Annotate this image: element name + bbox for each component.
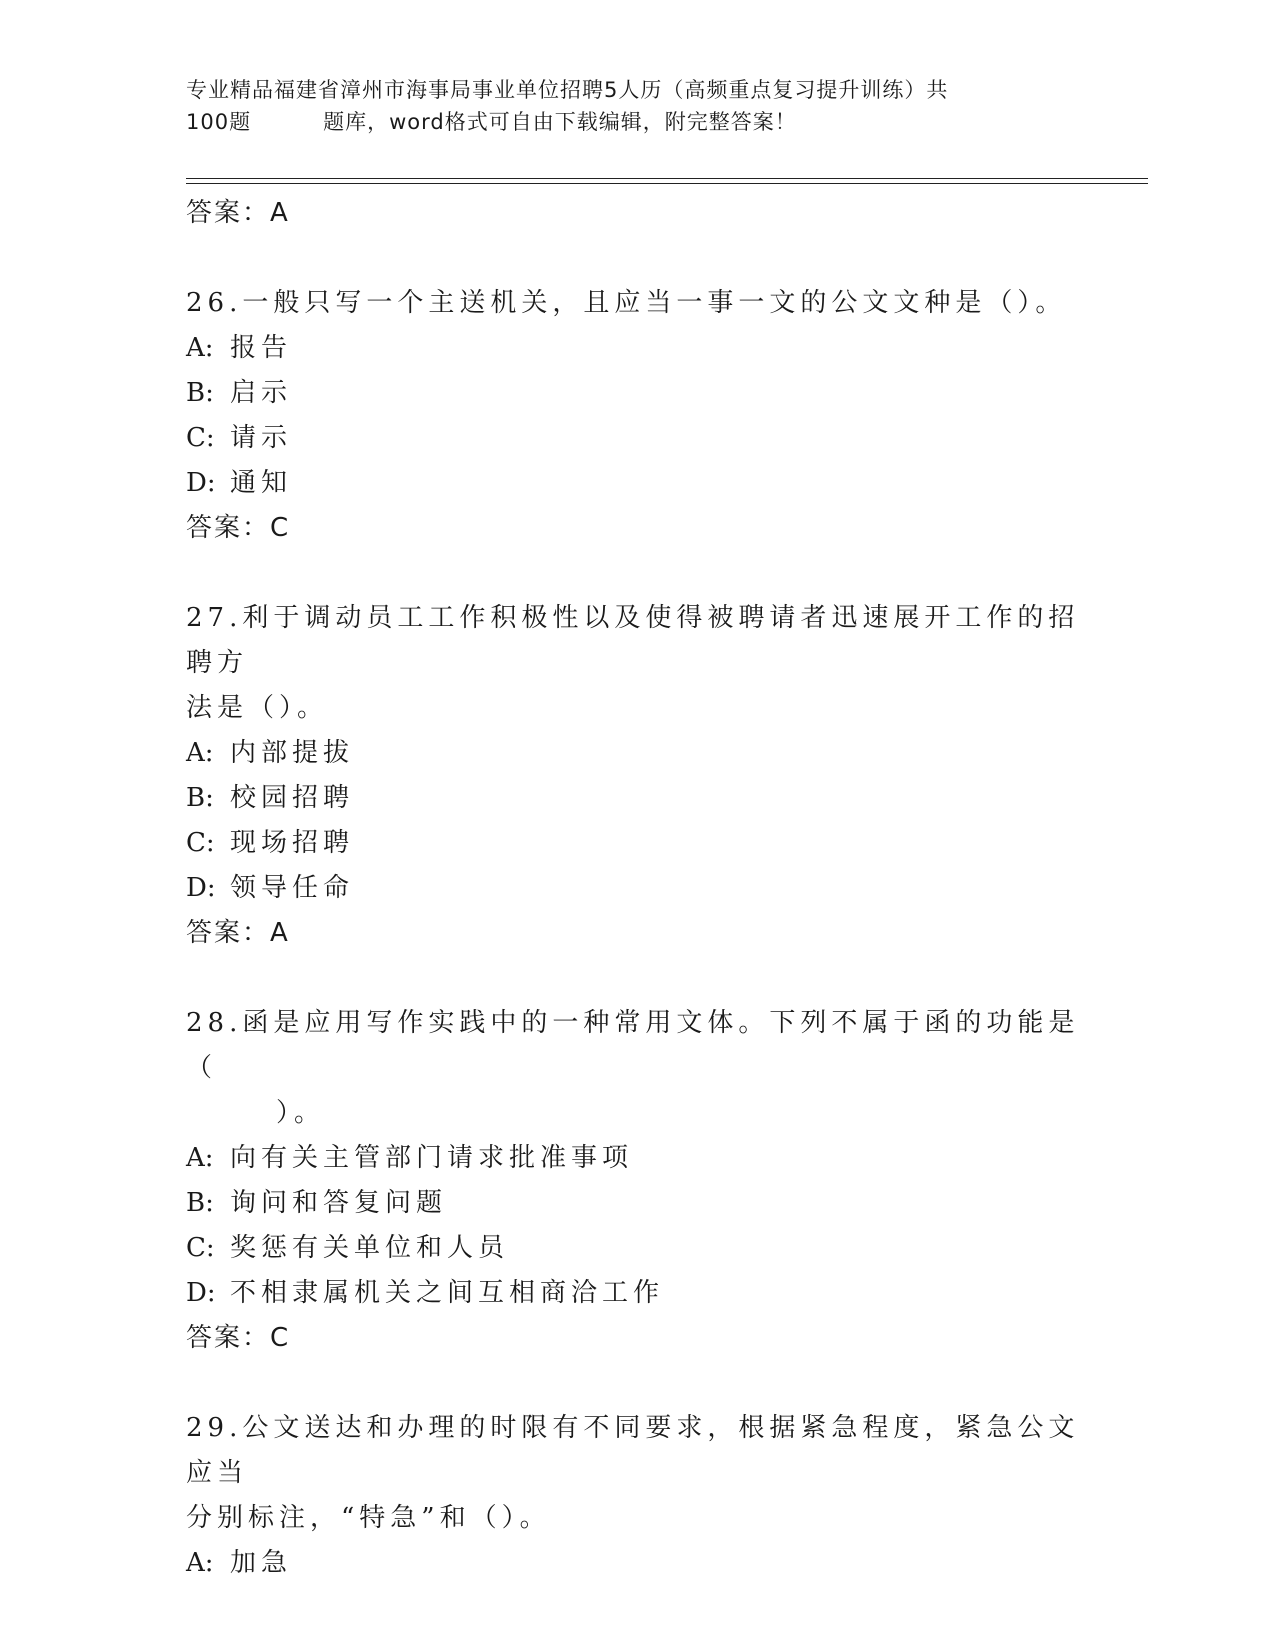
option-b: [186, 371, 1106, 416]
header-line-1: 专业精品福建省漳州市海事局事业单位招聘5人历（高频重点复习提升训练）共: [186, 78, 949, 102]
option-text: 加急: [230, 1548, 293, 1578]
option-text: 询问和答复问题: [230, 1188, 448, 1218]
answer: 答案：C: [186, 1323, 291, 1353]
question-stem-line: 分别标注，“特急”和（）。: [186, 1503, 551, 1533]
option-text: 不相隶属机关之间互相商洽工作: [230, 1278, 665, 1308]
option-text: 校园招聘: [230, 783, 355, 813]
option-key: B:: [186, 378, 214, 408]
answer: 答案：A: [186, 918, 290, 948]
header-line-2-start: 100题: [186, 110, 252, 134]
option-text: 现场招聘: [230, 828, 355, 858]
question-stem: [186, 1406, 1106, 1541]
option-d: [186, 1271, 1106, 1316]
question-stem-line: 26.一般只写一个主送机关，且应当一事一文的公文文种是（）。: [186, 288, 1067, 318]
option-text: 请示: [230, 423, 293, 453]
option-text: 领导任命: [230, 873, 355, 903]
option-key: B:: [186, 1188, 214, 1218]
document-body: [186, 191, 1106, 1586]
question-stem: [186, 281, 1106, 326]
option-text: 向有关主管部门请求批准事项: [230, 1143, 634, 1173]
question-27: [186, 596, 1106, 955]
question-28: [186, 1001, 1106, 1360]
option-key: D:: [186, 873, 216, 903]
header-line-2-end: 题库，word格式可自由下载编辑，附完整答案！: [323, 110, 797, 134]
option-text: 奖惩有关单位和人员: [230, 1233, 510, 1263]
option-d: [186, 461, 1106, 506]
previous-answer: 答案：A: [186, 198, 290, 228]
option-key: A:: [186, 1143, 214, 1173]
option-b: [186, 776, 1106, 821]
question-stem-line: ）。: [276, 1098, 326, 1128]
page-header: [186, 74, 1066, 138]
option-a: [186, 1541, 1106, 1586]
header-rule-bottom: [186, 183, 1148, 184]
option-a: [186, 731, 1106, 776]
option-d: [186, 866, 1106, 911]
option-text: 报告: [230, 333, 293, 363]
question-stem-line: 28.函是应用写作实践中的一种常用文体。下列不属于函的功能是（: [186, 1008, 1080, 1083]
option-text: 启示: [230, 378, 293, 408]
option-text: 通知: [230, 468, 293, 498]
option-key: B:: [186, 783, 214, 813]
option-key: C:: [186, 828, 215, 858]
answer: 答案：C: [186, 513, 291, 543]
option-key: A:: [186, 333, 214, 363]
option-c: [186, 821, 1106, 866]
option-key: A:: [186, 1548, 214, 1578]
question-stem: [186, 1001, 1106, 1136]
question-stem-line: 27.利于调动员工工作积极性以及使得被聘请者迅速展开工作的招聘方: [186, 603, 1080, 678]
option-key: A:: [186, 738, 214, 768]
header-line-2: [186, 106, 1066, 138]
option-c: [186, 1226, 1106, 1271]
option-key: C:: [186, 1233, 215, 1263]
option-c: [186, 416, 1106, 461]
option-text: 内部提拔: [230, 738, 355, 768]
option-a: [186, 326, 1106, 371]
question-26: [186, 281, 1106, 550]
option-key: D:: [186, 468, 216, 498]
option-b: [186, 1181, 1106, 1226]
option-key: C:: [186, 423, 215, 453]
question-stem-line: 法是（）。: [186, 693, 329, 723]
option-key: D:: [186, 1278, 216, 1308]
question-stem: [186, 596, 1106, 731]
question-stem-line: 29.公文送达和办理的时限有不同要求，根据紧急程度，紧急公文应当: [186, 1413, 1080, 1488]
header-rule-top: [186, 178, 1148, 179]
question-29: [186, 1406, 1106, 1586]
option-a: [186, 1136, 1106, 1181]
